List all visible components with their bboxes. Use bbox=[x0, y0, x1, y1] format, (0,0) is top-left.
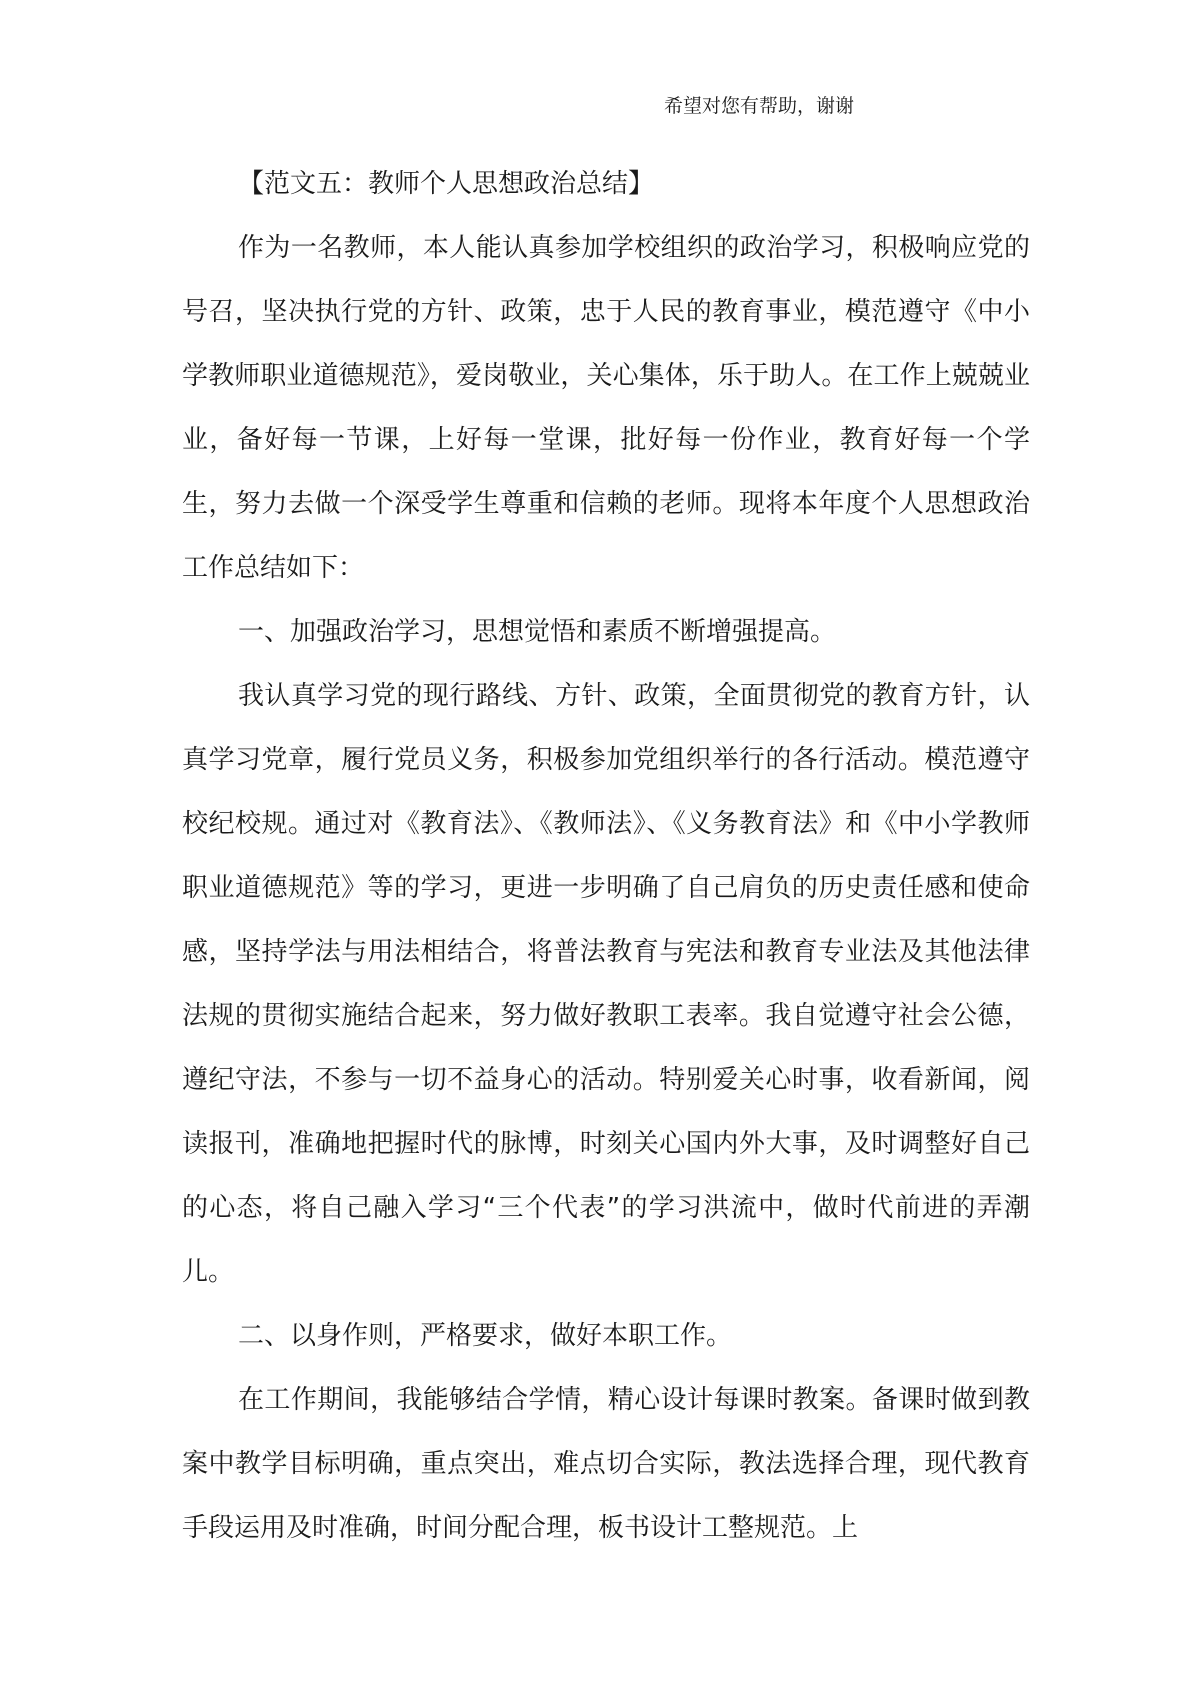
paragraph-section-1: 我认真学习党的现行路线、方针、政策，全面贯彻党的教育方针，认真学习党章，履行党员义务，积极参加党组织举行的各行活动。模范遵守校纪校规。通过对《教育法》、《教师法》、《义务教育法》和《中小学教师职业道德规范》等的学习，更进一步明确了自己肩负的历史责任感和使命感，坚持学法与用法相结合，将普法教育与宪法和教育专业法及其他法律法规的贯彻实施结合起来，努力做好教职工表率。我自觉遵守社会公德，遵纪守法，不参与一切不益身心的活动。特别爱关心时事，收看新闻，阅读报刊，准确地把握时代的脉博，时刻关心国内外大事，及时调整好自己的心态，将自己融入学习“三个代表”的学习洪流中，做时代前进的弄潮儿。 bbox=[182, 681, 1030, 1287]
header-note: 希望对您有帮助，谢谢 bbox=[664, 95, 855, 117]
paragraph-section-2: 在工作期间，我能够结合学情，精心设计每课时教案。备课时做到教案中教学目标明确，重点突出，难点切合实际，教法选择合理，现代教育手段运用及时准确，时间分配合理，板书设计工整规范。上 bbox=[182, 1385, 1030, 1543]
paragraph-intro: 作为一名教师，本人能认真参加学校组织的政治学习，积极响应党的号召，坚决执行党的方针、政策，忠于人民的教育事业，模范遵守《中小学教师职业道德规范》，爱岗敬业，关心集体，乐于助人。在工作上兢兢业业，备好每一节课，上好每一堂课，批好每一份作业，教育好每一个学生，努力去做一个深受学生尊重和信赖的老师。现将本年度个人思想政治工作总结如下： bbox=[182, 233, 1030, 583]
document-body bbox=[182, 152, 1030, 1560]
section-heading-1: 一、加强政治学习，思想觉悟和素质不断增强提高。 bbox=[238, 617, 837, 647]
document-title: 【范文五：教师个人思想政治总结】 bbox=[238, 169, 655, 199]
section-heading-2: 二、以身作则，严格要求，做好本职工作。 bbox=[238, 1321, 733, 1351]
